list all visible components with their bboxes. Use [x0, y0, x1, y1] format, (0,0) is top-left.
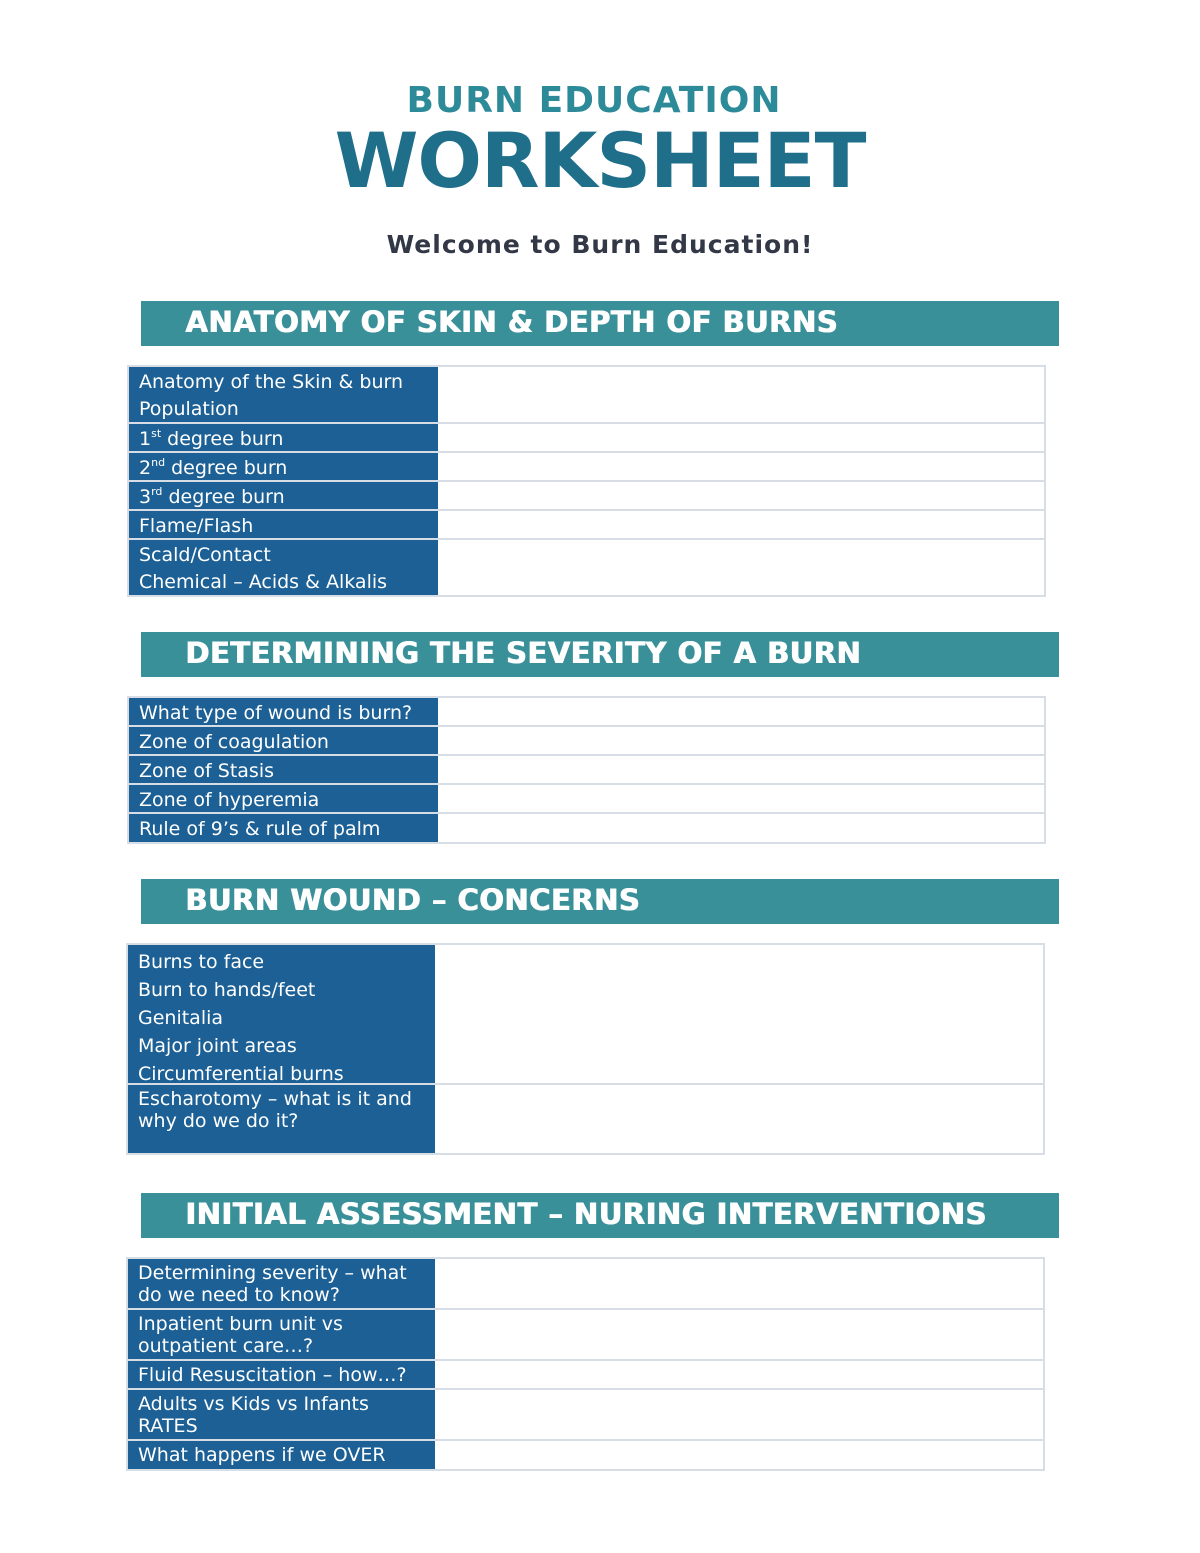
section-header-severity	[141, 632, 1059, 677]
answer-field[interactable]	[438, 785, 1044, 812]
answer-field[interactable]	[438, 540, 1044, 595]
table-row	[129, 814, 1044, 842]
answer-field[interactable]	[438, 367, 1044, 422]
answer-field[interactable]	[438, 511, 1044, 538]
table-row	[129, 785, 1044, 814]
row-label: Burns to face Burn to hands/feet Genitalia Major joint areas Circumferential burns	[128, 945, 435, 1083]
table-row	[128, 945, 1043, 1085]
table-anatomy	[127, 365, 1046, 597]
row-label: Anatomy of the Skin & burn Population	[129, 367, 438, 422]
worksheet-subtitle: BURN EDUCATION	[406, 80, 782, 121]
answer-field[interactable]	[435, 1441, 1043, 1469]
table-row	[128, 1310, 1043, 1361]
row-label: Inpatient burn unit vs outpatient care…?	[128, 1310, 435, 1359]
section-title: ANATOMY OF SKIN & DEPTH OF BURNS	[185, 305, 838, 339]
row-label: Flame/Flash	[129, 511, 438, 538]
row-label: Scald/Contact Chemical – Acids & Alkalis	[129, 540, 438, 595]
row-label: Escharotomy – what is it and why do we do it?	[128, 1085, 435, 1153]
answer-field[interactable]	[435, 1259, 1043, 1308]
section-header-anatomy	[141, 301, 1059, 346]
section-header-concerns	[141, 879, 1059, 924]
answer-field[interactable]	[438, 424, 1044, 451]
section-header-initial-assessment	[141, 1193, 1059, 1238]
row-label: Zone of Stasis	[129, 756, 438, 783]
answer-field[interactable]	[438, 727, 1044, 754]
row-label: What happens if we OVER	[128, 1441, 435, 1469]
table-row	[128, 1085, 1043, 1153]
welcome-text: Welcome to Burn Education!	[386, 230, 814, 259]
table-concerns	[126, 943, 1045, 1155]
row-label: Adults vs Kids vs Infants RATES	[128, 1390, 435, 1439]
table-row	[129, 698, 1044, 727]
table-row	[129, 367, 1044, 424]
table-severity	[127, 696, 1046, 844]
answer-field[interactable]	[438, 453, 1044, 480]
row-label: Fluid Resuscitation – how…?	[128, 1361, 435, 1388]
row-label: 3rd degree burn	[129, 482, 438, 509]
row-label: Zone of hyperemia	[129, 785, 438, 812]
table-row	[128, 1259, 1043, 1310]
table-row	[128, 1390, 1043, 1441]
answer-field[interactable]	[435, 1390, 1043, 1439]
table-row	[128, 1361, 1043, 1390]
worksheet-title: WORKSHEET	[334, 116, 866, 205]
answer-field[interactable]	[435, 1361, 1043, 1388]
table-row	[128, 1441, 1043, 1469]
section-title: INITIAL ASSESSMENT – NURING INTERVENTIONS	[185, 1197, 987, 1231]
answer-field[interactable]	[435, 1085, 1043, 1153]
answer-field[interactable]	[435, 945, 1043, 1083]
table-row	[129, 727, 1044, 756]
row-label: Determining severity – what do we need to know?	[128, 1259, 435, 1308]
answer-field[interactable]	[438, 814, 1044, 842]
answer-field[interactable]	[438, 756, 1044, 783]
row-label: Rule of 9’s & rule of palm	[129, 814, 438, 842]
answer-field[interactable]	[438, 698, 1044, 725]
table-initial-assessment	[126, 1257, 1045, 1471]
table-row	[129, 511, 1044, 540]
table-row	[129, 453, 1044, 482]
table-row	[129, 756, 1044, 785]
table-row	[129, 482, 1044, 511]
table-row	[129, 540, 1044, 595]
row-label: 2nd degree burn	[129, 453, 438, 480]
section-title: DETERMINING THE SEVERITY OF A BURN	[185, 636, 861, 670]
row-label: Zone of coagulation	[129, 727, 438, 754]
row-label: 1st degree burn	[129, 424, 438, 451]
row-label: What type of wound is burn?	[129, 698, 438, 725]
section-title: BURN WOUND – CONCERNS	[185, 883, 640, 917]
table-row	[129, 424, 1044, 453]
answer-field[interactable]	[438, 482, 1044, 509]
answer-field[interactable]	[435, 1310, 1043, 1359]
